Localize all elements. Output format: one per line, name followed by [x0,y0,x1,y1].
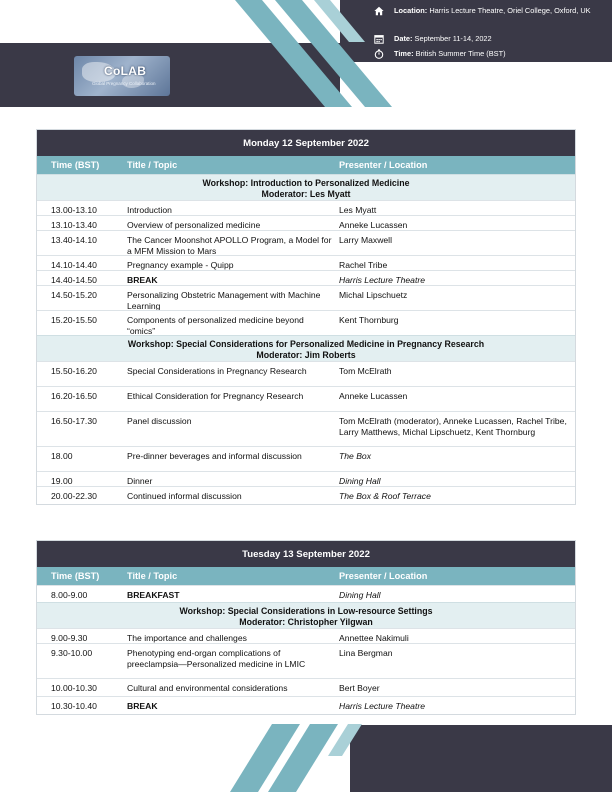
row-time: 20.00-22.30 [51,491,97,501]
row-presenter: The Box & Roof Terrace [339,491,431,501]
row-time: 15.50-16.20 [51,366,97,376]
row-presenter: Anneke Lucassen [339,220,408,230]
row-presenter: Lina Bergman [339,648,393,658]
table-row [37,255,575,270]
row-time: 10.00-10.30 [51,683,97,693]
colab-logo [74,56,170,96]
calendar-icon [374,34,384,44]
row-time: 14.10-14.40 [51,260,97,270]
table-row [37,270,575,285]
row-time: 13.10-13.40 [51,220,97,230]
row-time: 13.40-14.10 [51,235,97,245]
row-time: 19.00 [51,476,73,486]
row-title: Panel discussion [127,416,192,426]
home-icon [374,6,384,16]
row-title: Personalizing Obstetric Management with Machine Learning [127,290,321,311]
row-presenter: Dining Hall [339,590,381,600]
row-presenter: Larry Maxwell [339,235,393,245]
workshop-header [37,602,575,628]
row-presenter: The Box [339,451,372,461]
row-title: Ethical Consideration for Pregnancy Research [127,391,304,401]
date-label: Date: [394,34,413,43]
table-row [37,310,575,335]
column-header-row [37,567,575,585]
table-row [37,446,575,471]
row-presenter: Harris Lecture Theatre [339,275,425,285]
workshop-moderator: Moderator: Jim Roberts [256,349,356,360]
row-presenter: Annettee Nakimuli [339,633,409,643]
row-presenter: Harris Lecture Theatre [339,701,425,711]
table-row [37,361,575,386]
row-title: Pregnancy example - Quipp [127,260,234,270]
row-presenter: Tom McElrath [339,366,392,376]
time-info [394,48,609,59]
workshop-title: Workshop: Special Considerations for Personalized Medicine in Pregnancy Research [127,339,485,349]
row-time: 15.20-15.50 [51,315,97,325]
row-title: Pre-dinner beverages and informal discussion [127,451,302,461]
location-label: Location: [394,6,428,15]
row-title: BREAK [127,275,158,285]
column-header-presenter: Presenter / Location [339,160,428,170]
row-time: 16.50-17.30 [51,416,97,426]
monday-title: Monday 12 September 2022 [37,130,575,156]
footer-stripes [0,722,612,792]
date-value: September 11-14, 2022 [414,34,492,43]
time-label: Time: [394,49,414,58]
row-time: 16.20-16.50 [51,391,97,401]
column-header-title: Title / Topic [127,160,178,170]
row-presenter: Michal Lipschuetz [339,290,408,300]
monday-schedule-table [36,129,576,505]
row-presenter: Dining Hall [339,476,381,486]
table-row [37,486,575,504]
workshop-header [37,335,575,361]
table-row [37,285,575,310]
workshop-header [37,174,575,200]
column-header-row [37,156,575,174]
table-row [37,215,575,230]
column-header-presenter: Presenter / Location [339,571,428,581]
table-row [37,471,575,486]
column-header-time: Time (BST) [51,160,100,170]
column-header-time: Time (BST) [51,571,100,581]
row-time: 14.40-14.50 [51,275,97,285]
table-row [37,411,575,446]
date-info [394,33,609,44]
row-title: BREAKFAST [127,590,180,600]
row-title: Overview of personalized medicine [127,220,261,230]
workshop-moderator: Moderator: Christopher Yilgwan [239,616,373,627]
workshop-title: Workshop: Introduction to Personalized Medicine [202,178,410,188]
row-time: 13.00-13.10 [51,205,97,215]
row-time: 9.30-10.00 [51,648,93,658]
tuesday-title: Tuesday 13 September 2022 [37,541,575,567]
location-info [394,5,609,16]
table-row [37,230,575,255]
table-row [37,386,575,411]
table-row [37,643,575,678]
row-presenter: Les Myatt [339,205,377,215]
row-presenter: Bert Boyer [339,683,380,693]
row-title: The importance and challenges [127,633,247,643]
row-title: Cultural and environmental considerations [127,683,288,693]
logo-tagline: Global Pregnancy Collaboration [92,81,156,86]
column-header-title: Title / Topic [127,571,178,581]
row-presenter: Kent Thornburg [339,315,399,325]
row-presenter: Anneke Lucassen [339,391,408,401]
table-row [37,628,575,643]
row-time: 10.30-10.40 [51,701,97,711]
row-presenter: Rachel Tribe [339,260,388,270]
tuesday-schedule-table [36,540,576,715]
logo-name: CoLAB [104,64,147,78]
row-presenter: Tom McElrath (moderator), Anneke Lucassen, Rachel Tribe, Larry Matthews, Michal Lipschuetz, Kent Thornburg [339,416,567,437]
row-title: Dinner [127,476,153,486]
table-row [37,696,575,714]
workshop-moderator: Moderator: Les Myatt [261,188,351,199]
time-value: British Summer Time (BST) [415,49,506,58]
location-value: Harris Lecture Theatre, Oriel College, Oxford, UK [429,6,591,15]
row-time: 14.50-15.20 [51,290,97,300]
row-time: 8.00-9.00 [51,590,88,600]
row-title: Special Considerations in Pregnancy Research [127,366,307,376]
row-time: 18.00 [51,451,73,461]
table-row [37,678,575,696]
row-time: 9.00-9.30 [51,633,88,643]
row-title: Phenotyping end-organ complications of preeclampsia—Personalized medicine in LMIC [127,648,306,669]
row-title: Components of personalized medicine beyond “omics” [127,315,304,336]
stopwatch-icon [374,49,384,59]
row-title: The Cancer Moonshot APOLLO Program, a Model for a MFM Mission to Mars [127,235,332,256]
table-row [37,200,575,215]
table-row [37,585,575,602]
row-title: BREAK [127,701,158,711]
workshop-title: Workshop: Special Considerations in Low-resource Settings [179,606,433,616]
row-title: Introduction [127,205,172,215]
row-title: Continued informal discussion [127,491,242,501]
